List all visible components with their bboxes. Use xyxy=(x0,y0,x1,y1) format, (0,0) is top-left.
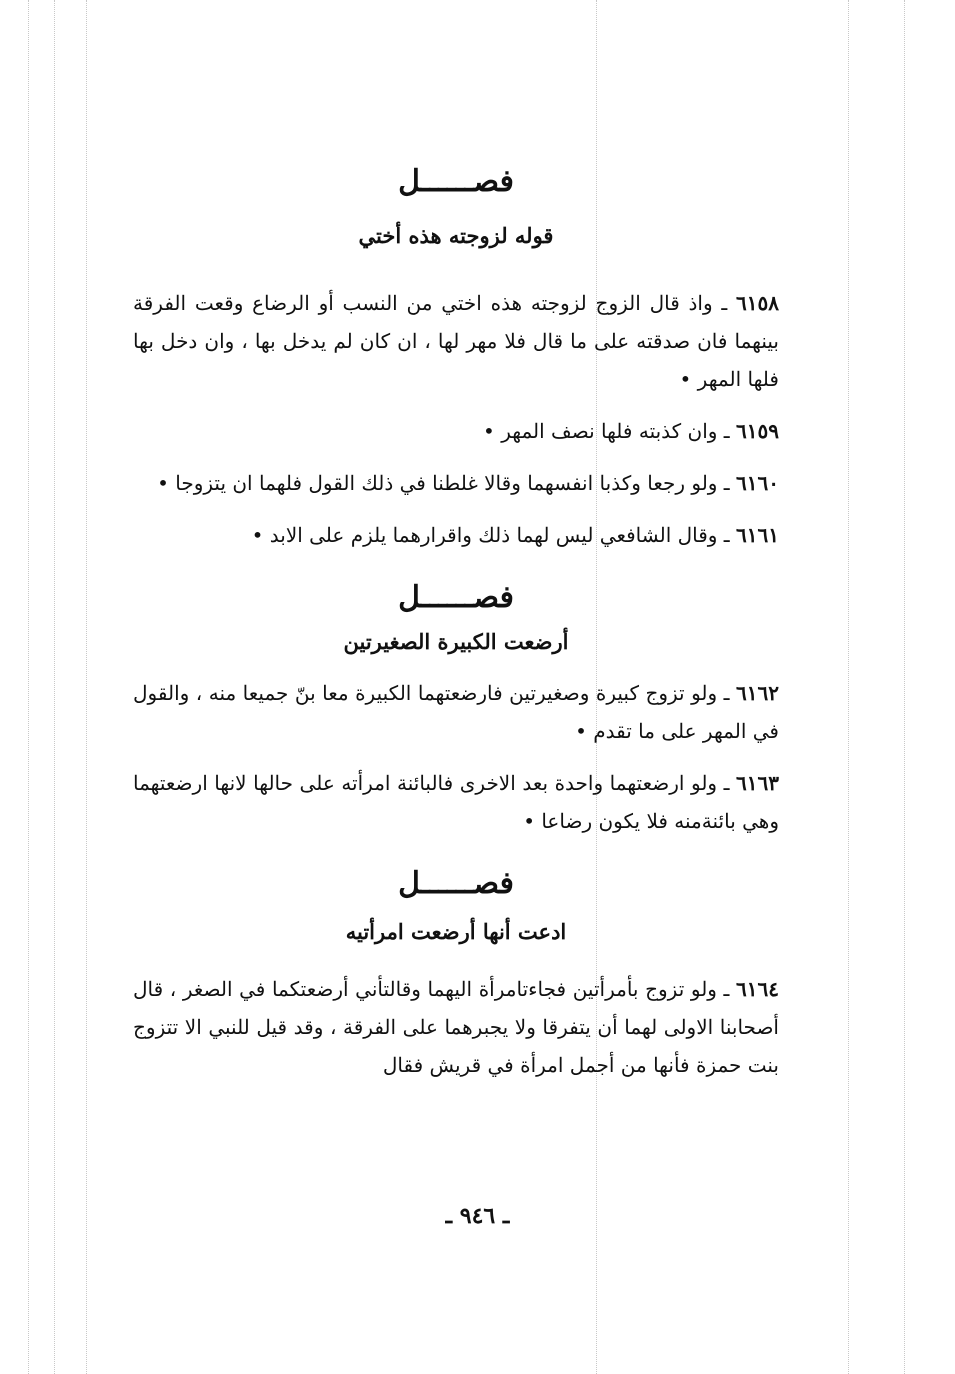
paragraph xyxy=(133,674,779,750)
section-heading-text: فصــــــل xyxy=(398,580,514,615)
page-content xyxy=(133,160,779,1098)
paragraph-text: ـ وقال الشافعي ليس لهما ذلك واقرارهما يلزم على الابد • xyxy=(251,523,730,547)
section-heading-text: فصــــــل xyxy=(398,164,514,199)
paragraph-text: ـ ولو تزوج كبيرة وصغيرتين فارضعتهما الكبيرة معا بنّ جميعا منه ، والقول في المهر على ما تقدم • xyxy=(133,681,779,743)
paragraph xyxy=(133,764,779,840)
section-3 xyxy=(133,862,779,1084)
paragraph-number: ٦١٦٢ xyxy=(736,681,780,705)
paragraph-number: ٦١٥٨ xyxy=(736,291,779,315)
section-title: أرضعت الكبيرة الصغيرتين xyxy=(343,629,569,654)
section-heading xyxy=(133,160,779,204)
section-1 xyxy=(133,160,779,554)
section-heading xyxy=(133,576,779,620)
section-title: ادعت أنها أرضعت امرأتيه xyxy=(345,919,567,944)
section-heading-text: فصــــــل xyxy=(398,866,514,901)
paragraph xyxy=(133,970,779,1084)
scan-artifact-line xyxy=(904,0,905,1374)
paragraph-number: ٦١٥٩ xyxy=(736,419,779,443)
paragraph-text: ـ ولو ارضعتهما واحدة بعد الاخرى فالبائنة امرأته على حالها لانها ارضعتهما وهي بائنةمنه فلا يكون رضاعا • xyxy=(133,771,779,833)
paragraph-text: ـ وان كذبته فلها نصف المهر • xyxy=(483,419,730,443)
paragraph-text: ـ ولو تزوج بأمرأتين فجاءتامرأة اليهما وقالتأني أرضعتكما في الصغر ، قال أصحابنا الاولى لهما أن يتفرقا ولا يجبرهما على الفرقة ، وقد قيل للنبي الا تتزوج بنت حمزة فأنها من أجمل امرأة في قريش فقال xyxy=(133,977,779,1077)
paragraph xyxy=(133,516,779,554)
page-number: ـ ٩٤٦ ـ xyxy=(445,1203,510,1229)
paragraph xyxy=(133,464,779,502)
section-title: قوله لزوجته هذه أختي xyxy=(358,223,554,248)
paragraph-number: ٦١٦٣ xyxy=(736,771,779,795)
paragraph xyxy=(133,412,779,450)
section-heading xyxy=(133,862,779,906)
scan-artifact-line xyxy=(28,0,29,1374)
section-2 xyxy=(133,576,779,840)
paragraph-number: ٦١٦٠ xyxy=(736,471,779,495)
paragraph-text: ـ ولو رجعا وكذبا انفسهما وقالا غلطنا في ذلك القول فلهما ان يتزوجا • xyxy=(157,471,730,495)
paragraph xyxy=(133,284,779,398)
scan-artifact-line xyxy=(86,0,87,1374)
paragraph-number: ٦١٦١ xyxy=(736,523,779,547)
paragraph-number: ٦١٦٤ xyxy=(736,977,779,1001)
scan-artifact-line xyxy=(54,0,55,1374)
scan-artifact-line xyxy=(848,0,849,1374)
paragraph-text: ـ واذ قال الزوج لزوجته هذه اختي من النسب أو الرضاع وقعت الفرقة بينهما فان صدقته على ما قال فلا مهر لها ، ان كان لم يدخل بها ، وان دخل بها فلها المهر • xyxy=(133,291,779,391)
